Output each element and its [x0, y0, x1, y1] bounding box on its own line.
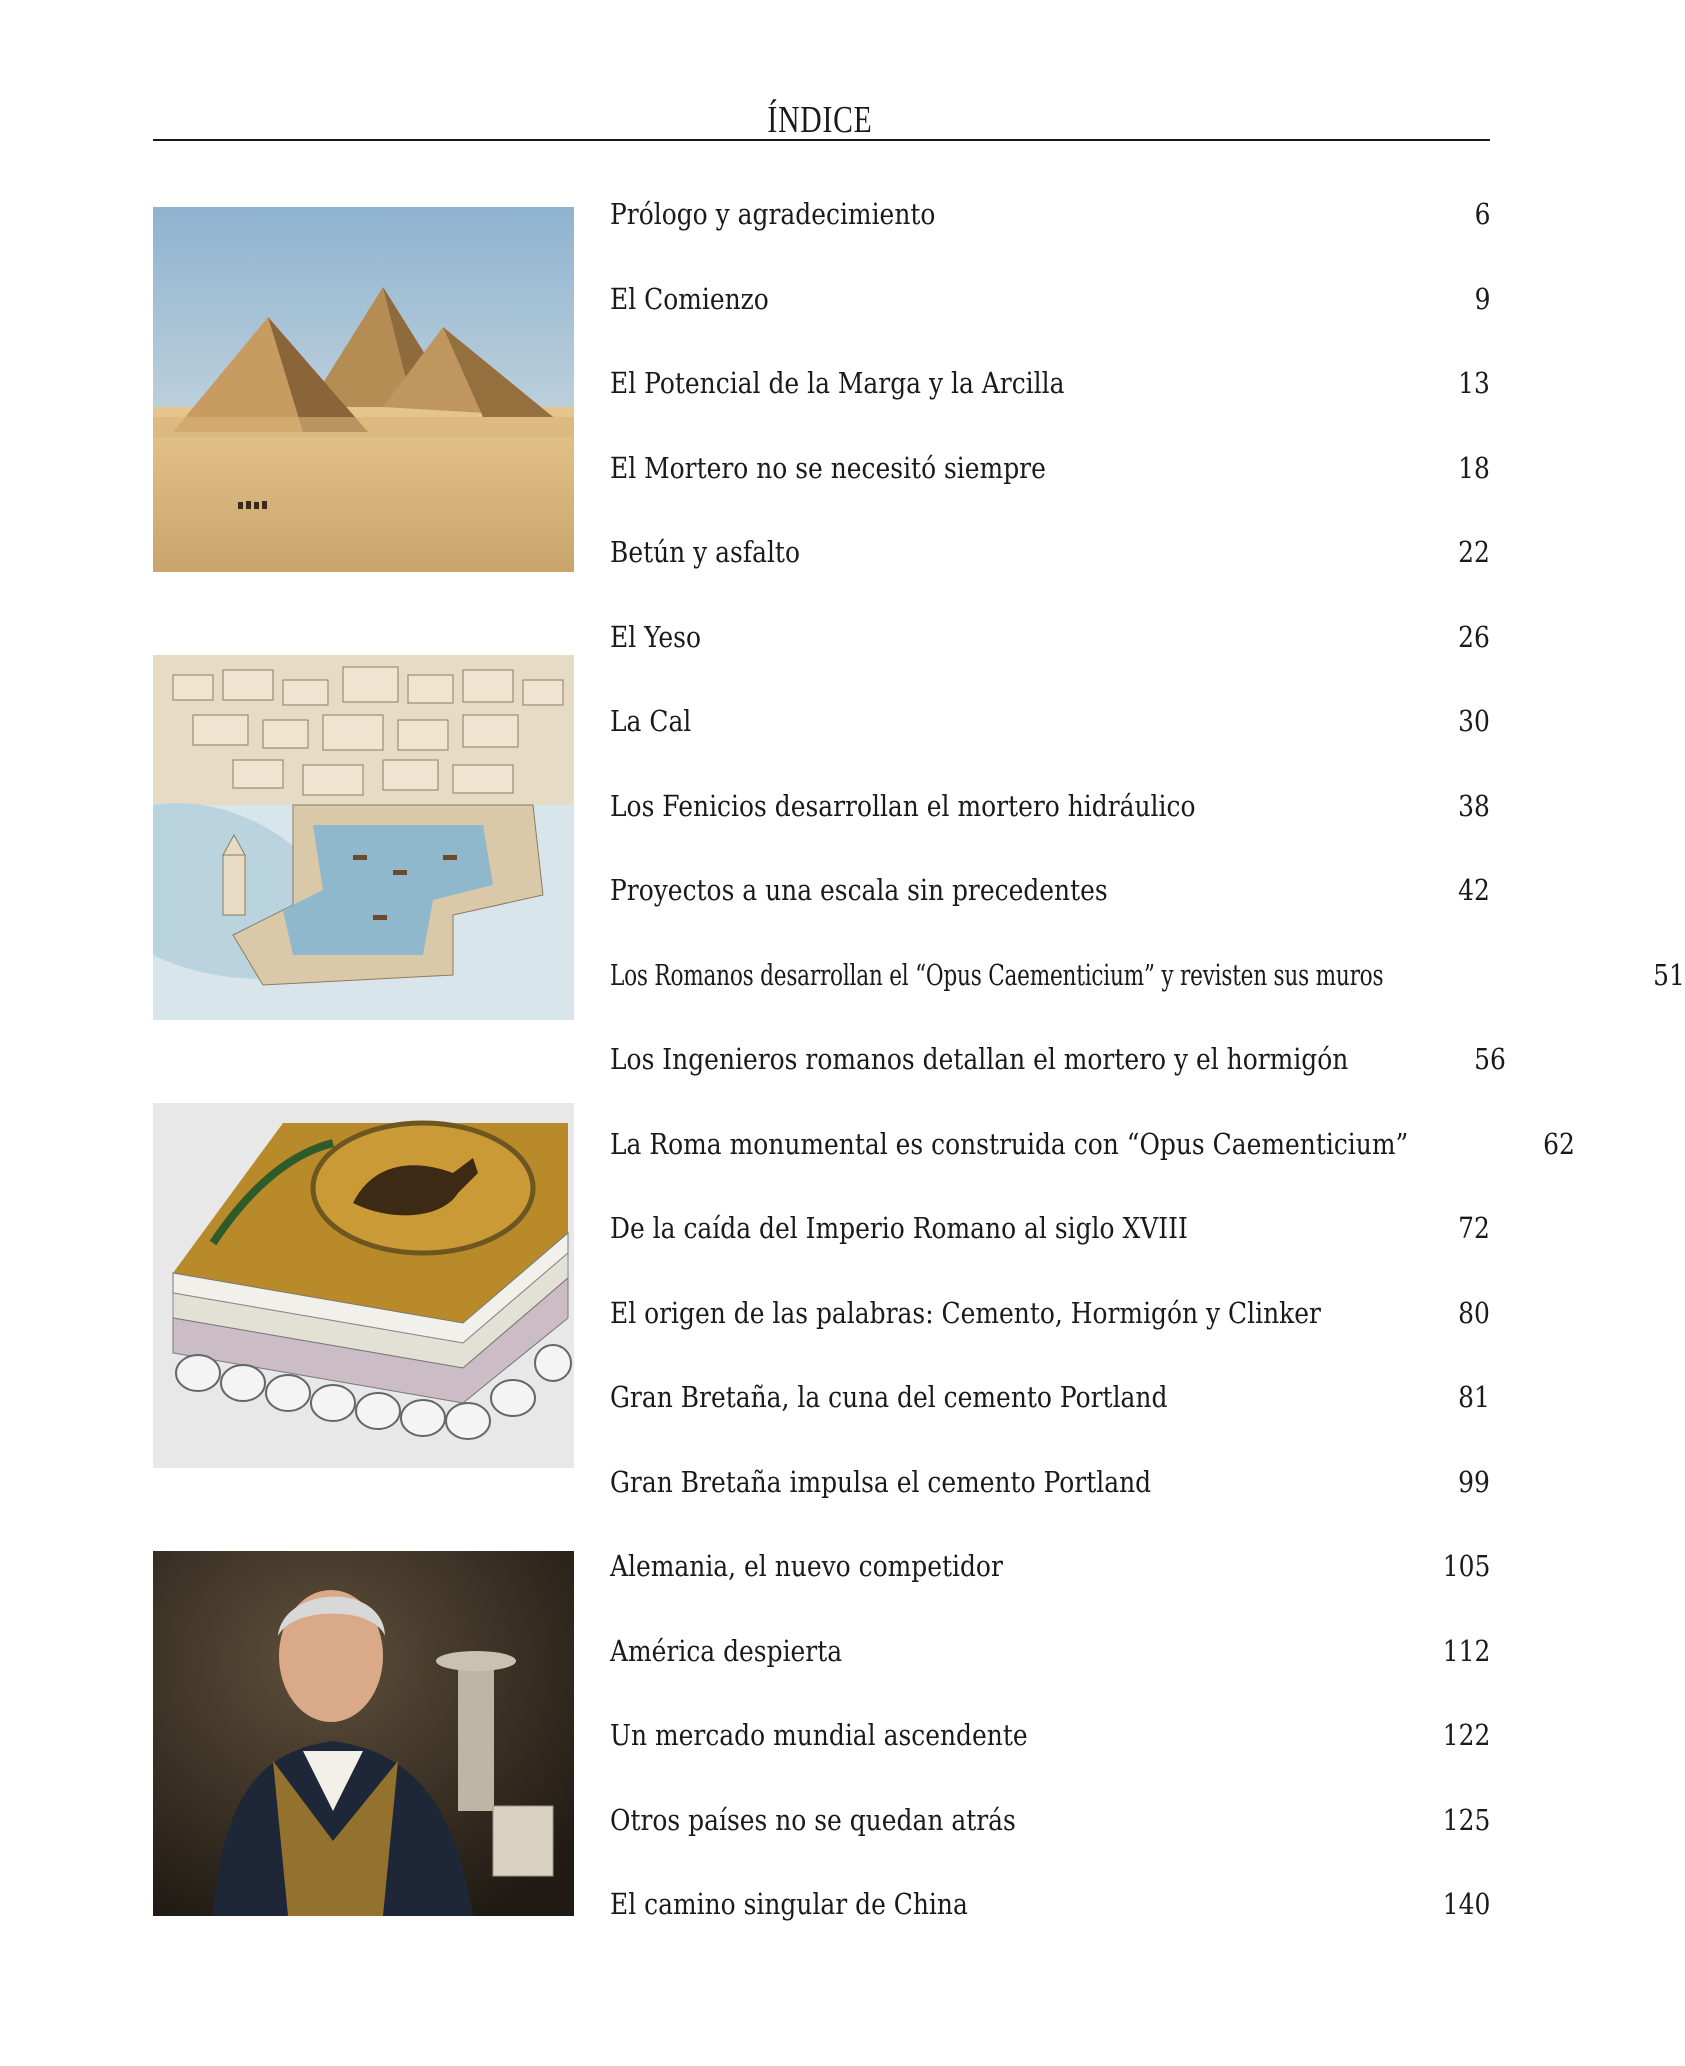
toc-entry[interactable]	[610, 1042, 1506, 1127]
toc-entry-page: 30	[1458, 704, 1490, 738]
toc-entry[interactable]	[610, 535, 1490, 620]
toc-entry-page: 38	[1458, 788, 1490, 823]
toc-entry-page: 18	[1458, 450, 1490, 485]
toc-entry-page: 51	[1653, 957, 1685, 992]
toc-entry[interactable]	[610, 957, 1685, 1043]
toc-entry[interactable]	[610, 1887, 1490, 1972]
toc-entry[interactable]	[610, 1549, 1490, 1634]
toc-entry-page: 13	[1458, 366, 1490, 400]
pyramids-illustration	[153, 207, 574, 572]
toc-entry-title: La Cal	[610, 704, 692, 738]
toc-entry[interactable]	[610, 197, 1490, 282]
toc-entry-page: 6	[1474, 197, 1490, 231]
mosaic-floor-layers-illustration	[153, 1103, 574, 1468]
toc-entry-page: 62	[1543, 1126, 1576, 1161]
toc-entry[interactable]	[610, 1126, 1576, 1212]
toc-entry[interactable]	[610, 1718, 1490, 1803]
toc-entry[interactable]	[610, 1211, 1490, 1296]
toc-entry-title: Gran Bretaña, la cuna del cemento Portland	[610, 1380, 1168, 1414]
table-of-contents	[610, 197, 1685, 1972]
toc-entry-title: El Yeso	[610, 619, 701, 654]
ancient-harbor-illustration	[153, 655, 574, 1020]
page-title: ÍNDICE	[767, 99, 873, 141]
toc-entry-page: 42	[1458, 873, 1490, 907]
toc-entry[interactable]	[610, 620, 1490, 705]
toc-entry[interactable]	[610, 282, 1490, 367]
toc-entry-page: 56	[1473, 1042, 1506, 1076]
portrait-illustration	[153, 1551, 574, 1916]
toc-entry[interactable]	[610, 873, 1490, 958]
toc-entry[interactable]	[610, 451, 1490, 536]
toc-entry-page: 105	[1442, 1549, 1490, 1583]
toc-entry-title: Los Romanos desarrollan el “Opus Caementicium” y revisten sus muros	[610, 957, 1384, 992]
toc-entry-title: El origen de las palabras: Cemento, Hormigón y Clinker	[610, 1295, 1321, 1330]
title-rule	[153, 139, 1490, 141]
toc-entry-title: El camino singular de China	[610, 1887, 968, 1921]
toc-entry-title: Otros países no se quedan atrás	[610, 1802, 1016, 1837]
toc-entry-page: 26	[1458, 619, 1490, 654]
toc-entry-title: La Roma monumental es construida con “Opus Caementicium”	[610, 1126, 1409, 1161]
toc-entry-title: Los Fenicios desarrollan el mortero hidráulico	[610, 788, 1196, 823]
toc-entry-page: 125	[1442, 1802, 1490, 1837]
toc-entry[interactable]	[610, 1296, 1490, 1381]
toc-entry[interactable]	[610, 1380, 1490, 1465]
toc-entry[interactable]	[610, 789, 1490, 874]
toc-entry[interactable]	[610, 366, 1490, 451]
toc-entry-title: Un mercado mundial ascendente	[610, 1718, 1028, 1752]
toc-entry[interactable]	[610, 1465, 1490, 1550]
toc-entry-title: Los Ingenieros romanos detallan el mortero y el hormigón	[610, 1042, 1349, 1076]
toc-entry-page: 122	[1442, 1718, 1490, 1752]
toc-entry-title: El Mortero no se necesitó siempre	[610, 450, 1046, 485]
toc-entry-page: 80	[1458, 1295, 1490, 1330]
toc-entry-title: Gran Bretaña impulsa el cemento Portland	[610, 1464, 1152, 1499]
toc-entry-title: Alemania, el nuevo competidor	[610, 1549, 1003, 1583]
toc-entry-page: 99	[1458, 1464, 1490, 1499]
toc-entry-page: 9	[1474, 281, 1490, 316]
toc-entry-title: De la caída del Imperio Romano al siglo XVIII	[610, 1211, 1188, 1245]
toc-entry-title: El Potencial de la Marga y la Arcilla	[610, 366, 1065, 400]
toc-entry-title: Prólogo y agradecimiento	[610, 197, 936, 231]
toc-entry-title: América despierta	[610, 1633, 843, 1668]
toc-entry-page: 72	[1458, 1211, 1490, 1245]
toc-entry[interactable]	[610, 1634, 1490, 1719]
toc-entry-title: El Comienzo	[610, 281, 769, 316]
toc-entry-title: Betún y asfalto	[610, 535, 800, 569]
toc-entry-page: 81	[1458, 1380, 1490, 1414]
toc-entry-page: 112	[1442, 1633, 1490, 1668]
toc-entry-title: Proyectos a una escala sin precedentes	[610, 873, 1108, 907]
toc-entry-page: 140	[1442, 1887, 1490, 1921]
toc-entry-page: 22	[1458, 535, 1490, 569]
toc-entry[interactable]	[610, 1803, 1490, 1888]
toc-entry[interactable]	[610, 704, 1490, 789]
